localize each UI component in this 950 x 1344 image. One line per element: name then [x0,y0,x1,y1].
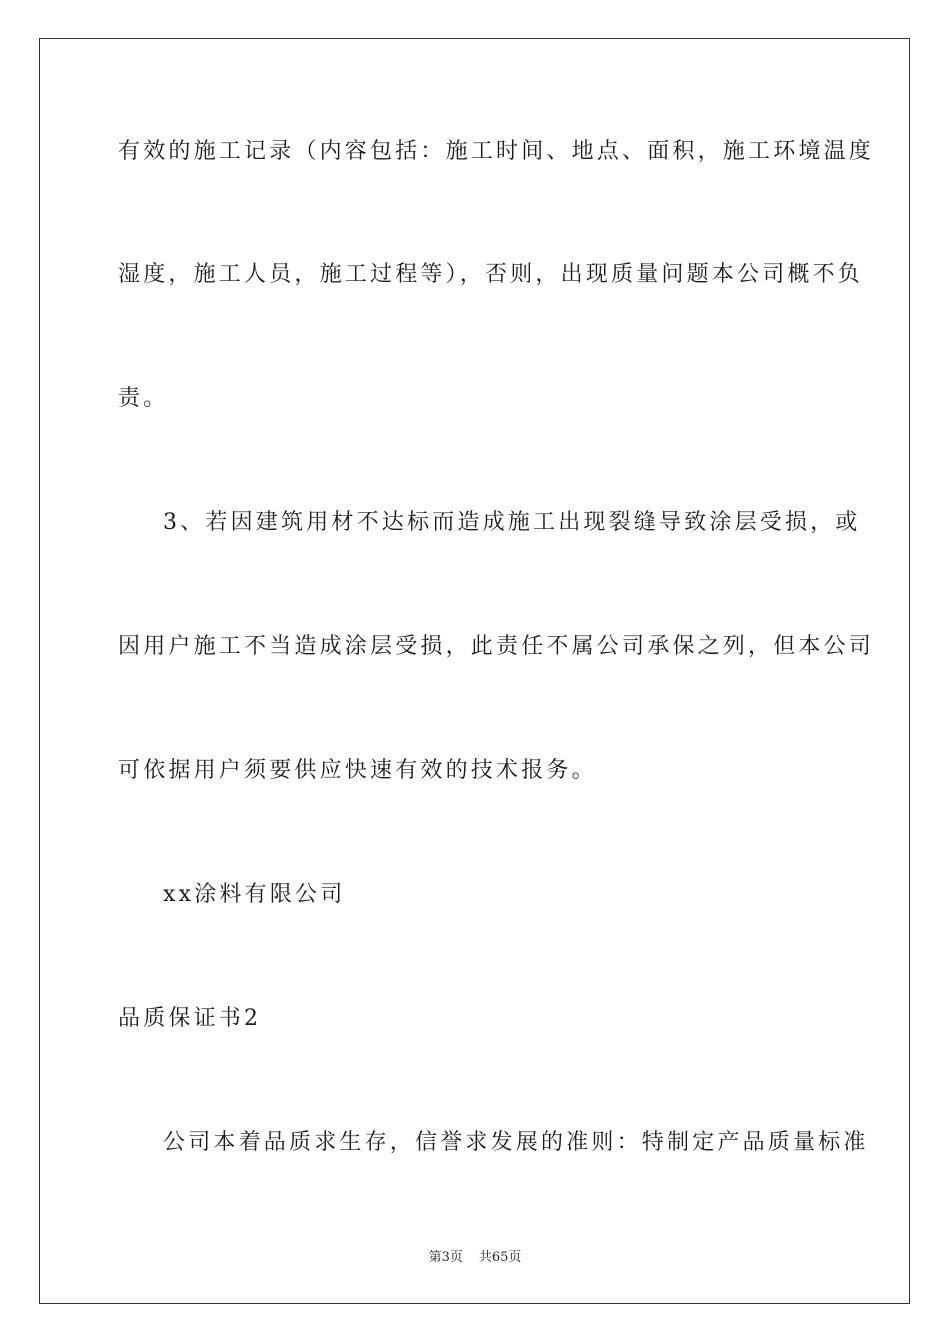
page-total: 共65页 [478,1250,522,1265]
page-border [39,38,910,1304]
body-text-line-4: 3、若因建筑用材不达标而造成施工出现裂缝导致涂层受损，或 [163,510,861,535]
page-footer [0,1246,950,1265]
body-text-line-6: 可依据用户须要供应快速有效的技术报务。 [118,758,597,783]
body-text-line-7: 公司本着品质求生存，信誉求发展的准则：特制定产品质量标准 [163,1130,869,1155]
section-heading: 品质保证书2 [118,1006,262,1031]
page-number: 第3页 [428,1250,463,1265]
body-text-line-5: 因用户施工不当造成涂层受损，此责任不属公司承保之列，但本公司 [118,634,875,659]
body-text-line-1: 有效的施工记录（内容包括：施工时间、地点、面积，施工环境温度 [118,139,875,164]
body-text-line-3: 责。 [118,386,169,411]
company-signature: xx涂料有限公司 [163,882,346,907]
body-text-line-2: 湿度，施工人员，施工过程等），否则，出现质量问题本公司概不负 [118,262,864,287]
